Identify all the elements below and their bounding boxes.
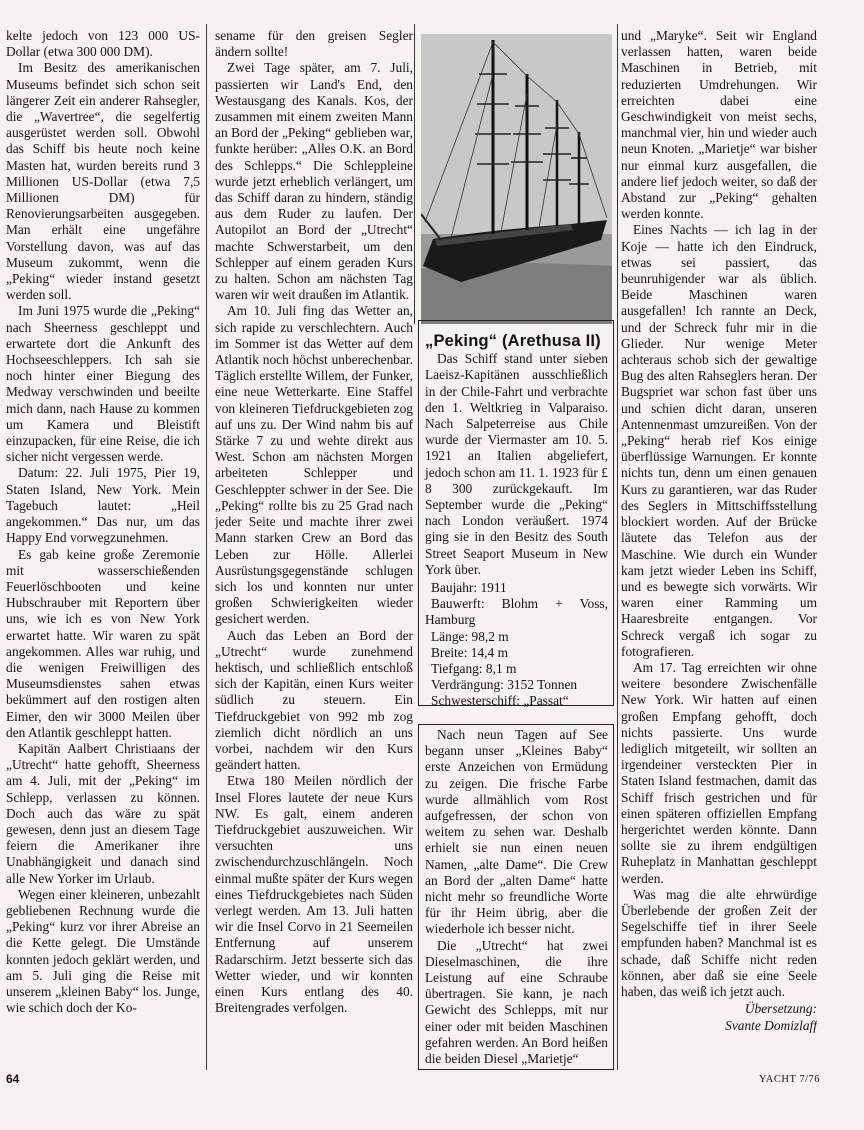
issue-label: YACHT 7/76 [758, 1074, 820, 1085]
ship-info-box [418, 320, 614, 709]
paragraph: Auch das Leben an Bord der „Utrecht“ wurde zunehmend hektisch, und schließlich entschloß sich der Kapitän, einen Kurs weiter südlich zu steuern. Ein Tiefdruckgebiet von 992 mb zog ziemlich dicht nördlich an uns vorbei, nachdem wir den Kurs geändert hatten. [215, 627, 413, 773]
column-1 [6, 28, 200, 1064]
fact-item: Verdrängung: 3152 Tonnen [431, 677, 578, 693]
ship-photo [421, 34, 612, 324]
ship-info-text: Das Schiff stand unter sieben Laeisz-Kapitänen ausschließlich in der Chile-Fahrt und verbrachte den 1. Weltkrieg in Valparaiso. Nach Salpeterreise aus Chile wurde der Viermaster am 10. 5. 1921 an Italien abgeliefert, jedoch schon am 11. 1. 1923 für £ 8 300 zurückgekauft. Im September wurde die „Peking“ nach London veräußert. 1974 ging sie in den Besitz des South Street Seaport Museum in New York über. [425, 351, 608, 577]
paragraph: Eines Nachts — ich lag in der Koje — hatte ich den Eindruck, etwas sei passiert, das beunruhigender war als üblich. Beide Maschinen waren ausgefallen! Ich rannte an Deck, und der Schreck fuhr mir in die Glieder. Nur wenige Meter achteraus schob sich der gewaltige Bug des alten Rahseglers heran. Der Bugspriet war schon fast über uns und schien dicht daran, unseren Antennenmast umzureißen. Von der „Peking“ herab rief Kos einige überflüssige Warnungen. Er konnte nichts tun, denn um einen genauen Kurs zu garantieren, war das Ruder des Seglers in Mittschiffsstellung blockiert worden. Auf der Brücke läutete das Telefon aus der Maschine. Wie durch ein Wunder kam jetzt wieder Leben ins Schiff, und es bewegte sich vorwärts. Wir waren einer Ramming um Haaresbreite entgangen. Vor Schreck vergaß ich sogar zu fotografieren. [621, 222, 817, 659]
column-3-box [418, 724, 614, 1070]
paragraph: Etwa 180 Meilen nördlich der Insel Flores lautete der neue Kurs NW. Es galt, einem anderen Tiefdruckgebiet auszuweichen. Wir versuchten uns zwischendurchzuschlängeln. Noch einmal mußte später der Kurs wegen eines Tiefdruckgebietes nach Süden verlegt werden. Am 13. Juli hatten wir die Insel Corvo in 21 Seemeilen Entfernung auf unserem Radarschirm. Jetzt besserte sich das Wetter wieder, und wir konnten einen Kurs entlang des 40. Breitengrades verfolgen. [215, 773, 413, 1016]
paragraph: Wegen einer kleineren, unbezahlt gebliebenen Rechnung wurde die „Peking“ kurz vor ihrer Abreise an die Kette gelegt. Die Umstände konnten jedoch geklärt werden, und am 5. Juli ging die Reise mit unserem „kleinen Baby“ los. Junge, wie schich doch der Ko- [6, 886, 200, 1016]
fact-item: Baujahr: 1911 [431, 580, 507, 596]
ship-info-title: „Peking“ (Arethusa II) [425, 332, 601, 350]
paragraph: und „Maryke“. Seit wir England verlassen hatten, waren beide Maschinen in Betrieb, mit reduzierten Umdrehungen. Wir erreichten dabei eine Geschwindigkeit von meist sechs, manchmal vier, hin und wieder auch neun Knoten. „Marietje“ war bisher nur einmal kurz ausgefallen, die andere lief jedoch weiter, so daß der Abstand zur „Peking“ gehalten werden konnte. [621, 28, 817, 222]
fact-item: Länge: 98,2 m [431, 628, 509, 644]
column-2 [215, 28, 413, 1064]
fact-item: Tiefgang: 8,1 m [431, 661, 517, 677]
paragraph: Am 10. Juli fing das Wetter an, sich rapide zu verschlechtern. Auch im Sommer ist das Wetter auf dem Atlantik noch höchst unberechenbar. Täglich erstellte Willem, der Funker, eine neue Wetterkarte. Eine Staffel von kleineren Tiefdruckgebieten zog auf uns zu. Der Wind nahm bis auf Stärke 7 zu und wehte direkt aus West. Schon am nächsten Morgen arbeiteten Schlepper und Geschleppter schwer in der See. Die „Peking“ rollte bis zu 25 Grad nach jeder Seite und machte ihrer zwei Mann starken Crew an Bord das Leben zur Hölle. Allerlei Ausrüstungsgegenstände schlugen sich los und konnten nur unter großen Schwierigkeiten wieder gesichert werden. [215, 303, 413, 627]
paragraph: Zwei Tage später, am 7. Juli, passierten wir Land's End, den Westausgang des Kanals. Kos, der zusammen mit einem zweiten Mann an Bord der „Peking“ geblieben war, funkte herüber: „Alles O.K. an Bord des Schlepps.“ Die Schleppleine wurde jetzt erheblich verlängert, um das Schiff daran zu hindern, ständig aus dem Ruder zu laufen. Der Autopilot an Bord der „Utrecht“ machte Schwerstarbeit, um den Schlepper auf einem geraden Kurs zu halten. Schon am nächsten Tag waren wir weit draußen im Atlantik. [215, 60, 413, 303]
paragraph: Kapitän Aalbert Christiaans der „Utrecht“ hatte gehofft, Sheerness am 4. Juli, mit der „Peking“ im Schlepp, verlassen zu können. Doch auch das wäre zu spät gewesen, denn just an diesem Tage feiern die Amerikaner ihre Unabhängigkeit und danach sind alle New Yorker im Urlaub. [6, 740, 200, 886]
fact-item: Bauwerft: Blohm + Voss, Hamburg [425, 596, 608, 628]
paragraph: Nach neun Tagen auf See begann unser „Kleines Baby“ erste Anzeichen von Ermüdung zu zeigen. Die frische Farbe wurde allmählich vom Rost aufgefressen, der schon von weitem zu sehen war. Deshalb erhielt sie nun einen neuen Namen, „alte Dame“. Die Crew an Bord der „alten Dame“ hatte nicht mehr so freundliche Worte für ihr Heim übrig, aber die wiederhole ich besser nicht. [425, 727, 608, 937]
paragraph: Was mag die alte ehrwürdige Überlebende der großen Zeit der Segelschiffe tief in ihrer Seele empfunden haben? Manchmal ist es schade, daß Schiffe nicht reden können, aber daß sie eine Seele haben, das weiß ich jetzt auch. [621, 886, 817, 999]
paragraph: Im Besitz des amerikanischen Museums befindet sich schon seit längerer Zeit ein anderer Rahsegler, die „Wavertree“, die segelfertig ausgerüstet werden soll. Obwohl das Schiff bis heute noch keine Masten hat, wurden bereits rund 3 Millionen US-Dollar (etwa 7,5 Millionen DM) für Renovierungsarbeiten ausgegeben. Man erhält eine ungefähre Vorstellung davon, was auf das Museum zukommt, wenn die „Peking“ wieder instand gesetzt werden soll. [6, 60, 200, 303]
column-rule [617, 24, 618, 1070]
paragraph: Es gab keine große Zeremonie mit wasserschießenden Feuerlöschbooten und keine Hubschrauber mit Reportern über uns, wie ich es von New York erwartet hatte. Wir waren zu spät angekommen. Alles war ruhig, und die wenigen Freiwilligen des Museumsdienstes sahen etwas bekümmert auf den rostigen alten Eimer, den wir 3000 Meilen über den Atlantik geschleppt hatten. [6, 546, 200, 740]
page-number: 64 [6, 1072, 20, 1086]
paragraph: Am 17. Tag erreichten wir ohne weitere besondere Zwischenfälle New York. Wir hatten auf einen großen Empfang gehofft, doch nichts passierte. Uns wurde lediglich mitgeteilt, wir sollten an irgendeiner versteckten Pier in Staten Island festmachen, damit das Schiff frisch gestrichen und für einen späteren offiziellen Empfang hergerichtet werden könnte. Dann sollte sie zu ihrem endgültigen Ruheplatz in Manhattan geschleppt werden. [621, 659, 817, 886]
translator-name: Svante Domizlaff [725, 1018, 817, 1034]
paragraph: kelte jedoch von 123 000 US-Dollar (etwa 300 000 DM). [6, 28, 200, 60]
fact-item: Breite: 14,4 m [431, 644, 508, 660]
fact-item: Schwesterschiff: „Passat“ [431, 693, 569, 709]
column-rule [206, 24, 207, 1070]
paragraph: Datum: 22. Juli 1975, Pier 19, Staten Island, New York. Mein Tagebuch lautet: „Heil angekommen.“ Das nur, um das Happy End vorwegzunehmen. [6, 465, 200, 546]
column-4 [621, 28, 817, 1064]
translation-label: Übersetzung: [744, 1001, 817, 1017]
column-rule [414, 24, 415, 324]
paragraph: sename für den greisen Segler ändern sollte! [215, 28, 413, 60]
ship-facts [425, 580, 608, 710]
paragraph: Im Juni 1975 wurde die „Peking“ nach Sheerness geschleppt und erwartete dort die Ankunft des Hochseeschleppers. Ich sah sie noch hinter einer Biegung des Medway verschwinden und beeilte mich dann, nach Hause zu kommen um Kamera und Bleistift einzupacken, für eine Reise, die ich sicher nicht vergessen werde. [6, 303, 200, 465]
paragraph: Die „Utrecht“ hat zwei Dieselmaschinen, die ihre Leistung auf eine Schraube übertragen. Sie kann, je nach Gewicht des Schlepps, mit nur einer oder mit beiden Maschinen gefahren werden. An Bord heißen die beiden Diesel „Marietje“ [425, 937, 608, 1067]
